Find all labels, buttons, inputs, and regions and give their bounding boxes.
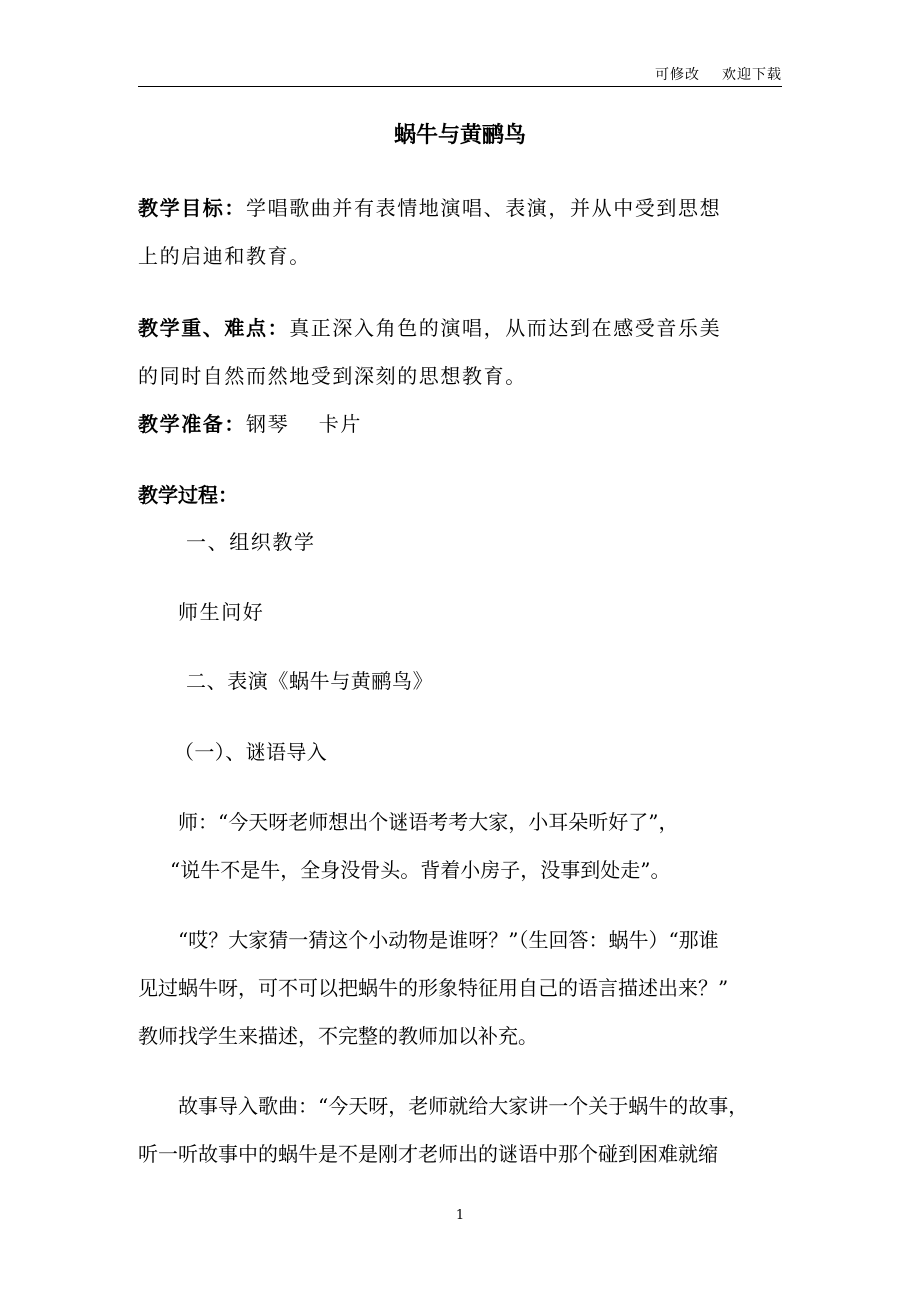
header-rule xyxy=(138,86,782,87)
para1-line-2: 见过蜗牛呀，可不可以把蜗牛的形象特征用自己的语言描述出来？” xyxy=(138,976,729,1000)
goal-line-1 xyxy=(138,192,721,221)
prep-text: 钢琴 卡片 xyxy=(246,412,362,436)
key-label: 教学重、难点： xyxy=(138,316,290,340)
page-header xyxy=(655,64,782,84)
riddle-line-2: “说牛不是牛，全身没骨头。背着小房子，没事到处走”。 xyxy=(170,858,671,882)
section-1-heading: 一、组织教学 xyxy=(186,530,316,554)
key-line-2: 的同时自然而然地受到深刻的思想教育。 xyxy=(138,364,527,388)
goal-text-1: 学唱歌曲并有表情地演唱、表演，并从中受到思想 xyxy=(246,196,722,220)
goal-label: 教学目标： xyxy=(138,196,246,220)
para2-line-2: 听一听故事中的蜗牛是不是刚才老师出的谜语中那个碰到困难就缩 xyxy=(138,1142,718,1166)
header-download: 欢迎下载 xyxy=(722,67,782,83)
goal-line-2: 上的启迪和教育。 xyxy=(138,244,311,268)
key-text-1: 真正深入角色的演唱，从而达到在感受音乐美 xyxy=(289,316,722,340)
para2-line-1: 故事导入歌曲：“今天呀，老师就给大家讲一个关于蜗牛的故事， xyxy=(178,1094,749,1118)
riddle-line-1: 师：“今天呀老师想出个谜语考考大家，小耳朵听好了”， xyxy=(178,810,679,834)
process-label: 教学过程： xyxy=(138,483,238,507)
page-number: 1 xyxy=(455,1208,465,1223)
section-1-text: 师生问好 xyxy=(178,600,265,624)
para1-line-3: 教师找学生来描述，不完整的教师加以补充。 xyxy=(138,1024,538,1048)
section-2-heading: 二、表演《蜗牛与黄鹂鸟》 xyxy=(186,669,434,693)
prep-line xyxy=(138,408,362,437)
header-editable: 可修改 xyxy=(655,67,700,83)
prep-label: 教学准备： xyxy=(138,412,246,436)
document-title: 蜗牛与黄鹂鸟 xyxy=(393,123,526,148)
section-2-1-heading: （一）、谜语导入 xyxy=(174,740,328,764)
key-line-1 xyxy=(138,312,721,341)
para1-line-1: “哎？大家猜一猜这个小动物是谁呀？”（生回答：蜗牛）“那谁 xyxy=(178,928,719,952)
